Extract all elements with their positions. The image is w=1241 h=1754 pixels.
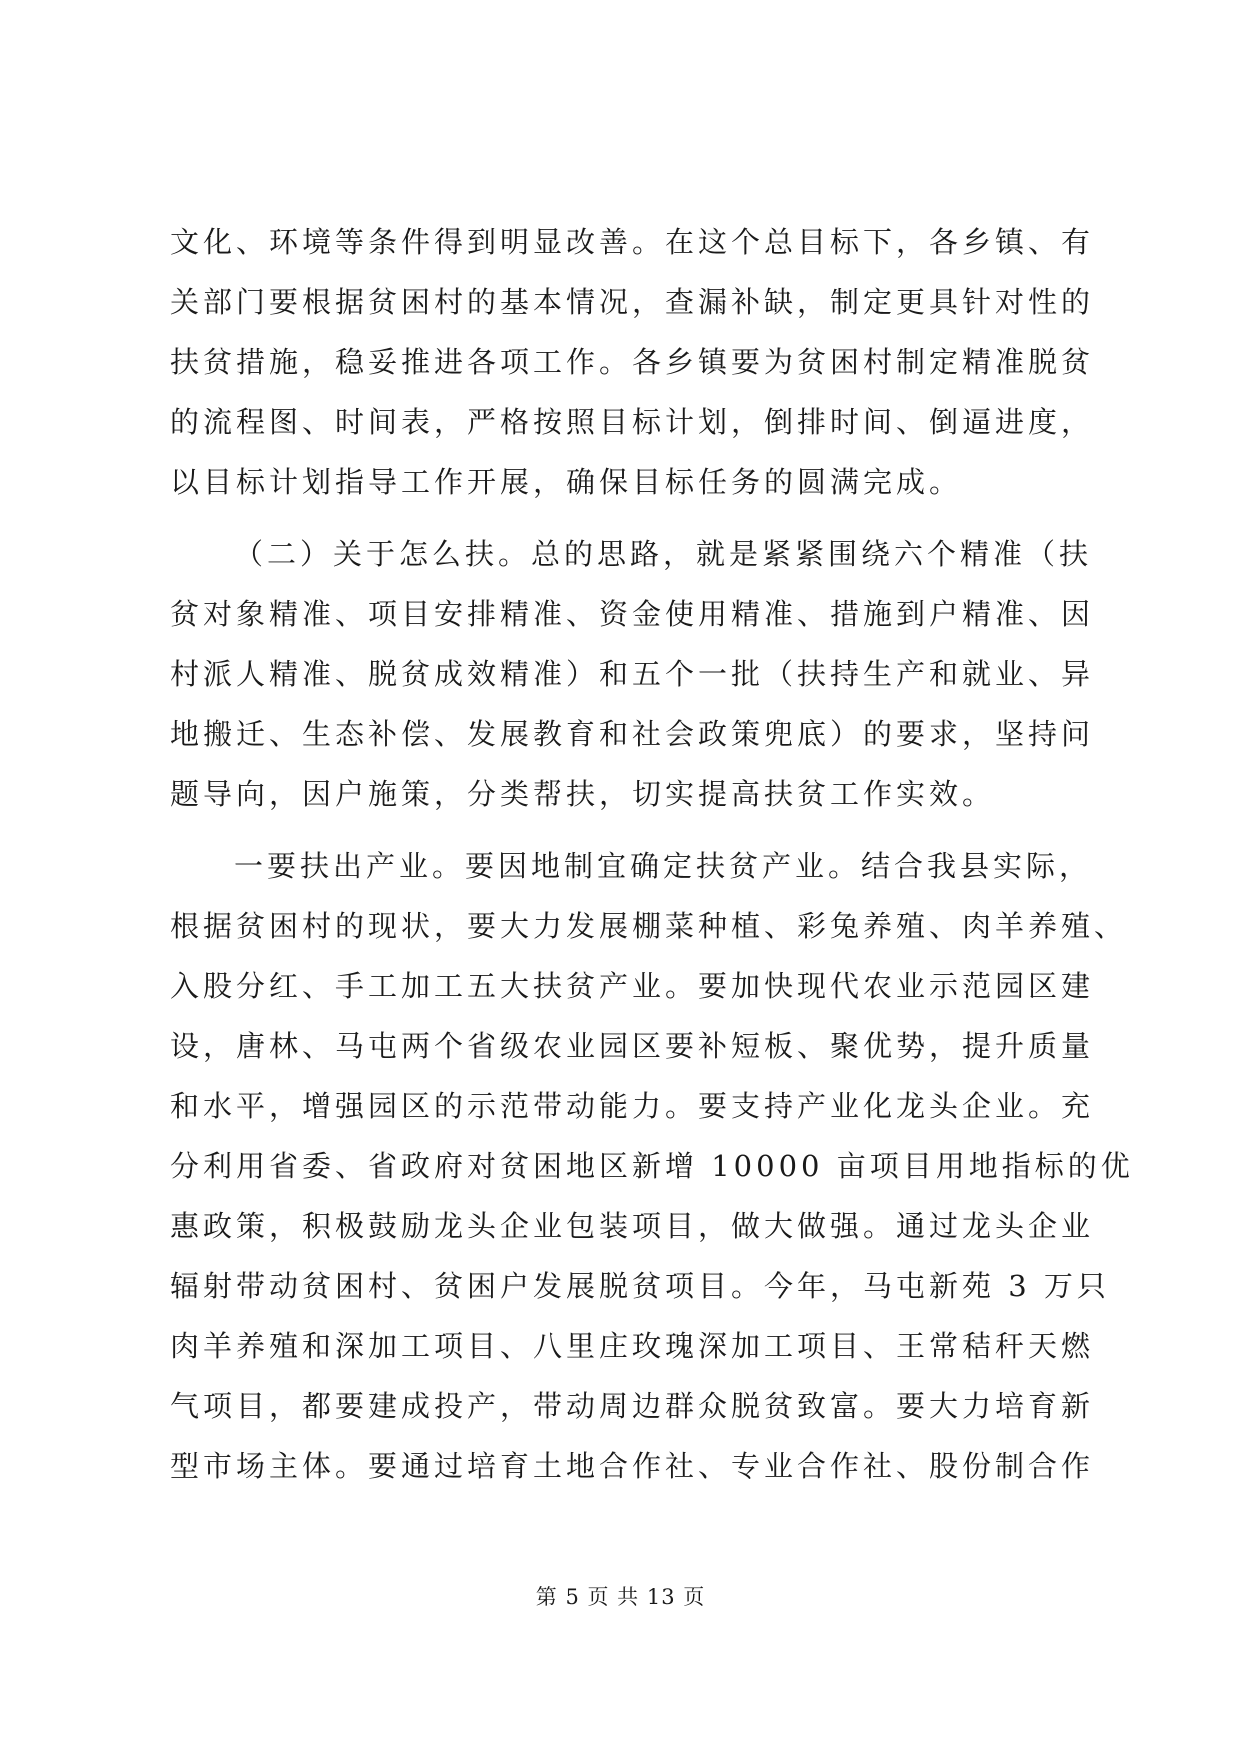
text-line: 入股分红、手工加工五大扶贫产业。要加快现代农业示范园区建 xyxy=(170,969,1095,1003)
text-line: 扶贫措施，稳妥推进各项工作。各乡镇要为贫困村制定精准脱贫 xyxy=(170,345,1095,379)
text-line: 村派人精准、脱贫成效精准）和五个一批（扶持生产和就业、异 xyxy=(170,657,1095,691)
paragraph-start-line: 一要扶出产业。要因地制宜确定扶贫产业。结合我县实际， xyxy=(234,849,1093,883)
text-line: 型市场主体。要通过培育土地合作社、专业合作社、股份制合作 xyxy=(170,1449,1095,1483)
text-line: 地搬迁、生态补偿、发展教育和社会政策兜底）的要求，坚持问 xyxy=(170,717,1095,751)
text-line: 设，唐林、马屯两个省级农业园区要补短板、聚优势，提升质量 xyxy=(170,1029,1095,1063)
text-line: 惠政策，积极鼓励龙头企业包装项目，做大做强。通过龙头企业 xyxy=(170,1209,1095,1243)
text-line: 气项目，都要建成投产，带动周边群众脱贫致富。要大力培育新 xyxy=(170,1389,1095,1423)
page-number-footer: 第 5 页 共 13 页 xyxy=(535,1585,706,1609)
text-line: 的流程图、时间表，严格按照目标计划，倒排时间、倒逼进度， xyxy=(170,405,1095,439)
paragraph-start-line: （二）关于怎么扶。总的思路，就是紧紧围绕六个精准（扶 xyxy=(234,537,1093,571)
text-line: 根据贫困村的现状，要大力发展棚菜种植、彩兔养殖、肉羊养殖、 xyxy=(170,909,1128,943)
text-line: 和水平，增强园区的示范带动能力。要支持产业化龙头企业。充 xyxy=(170,1089,1095,1123)
text-line: 文化、环境等条件得到明显改善。在这个总目标下，各乡镇、有 xyxy=(170,225,1095,259)
text-line: 题导向，因户施策，分类帮扶，切实提高扶贫工作实效。 xyxy=(170,777,996,811)
text-line: 肉羊养殖和深加工项目、八里庄玫瑰深加工项目、王常秸秆天燃 xyxy=(170,1329,1095,1363)
text-line: 分利用省委、省政府对贫困地区新增 10000 亩项目用地指标的优 xyxy=(170,1149,1134,1183)
text-line: 关部门要根据贫困村的基本情况，查漏补缺，制定更具针对性的 xyxy=(170,285,1095,319)
text-line: 贫对象精准、项目安排精准、资金使用精准、措施到户精准、因 xyxy=(170,597,1095,631)
text-line: 以目标计划指导工作开展，确保目标任务的圆满完成。 xyxy=(170,465,963,499)
text-line: 辐射带动贫困村、贫困户发展脱贫项目。今年，马屯新苑 3 万只 xyxy=(170,1269,1110,1303)
